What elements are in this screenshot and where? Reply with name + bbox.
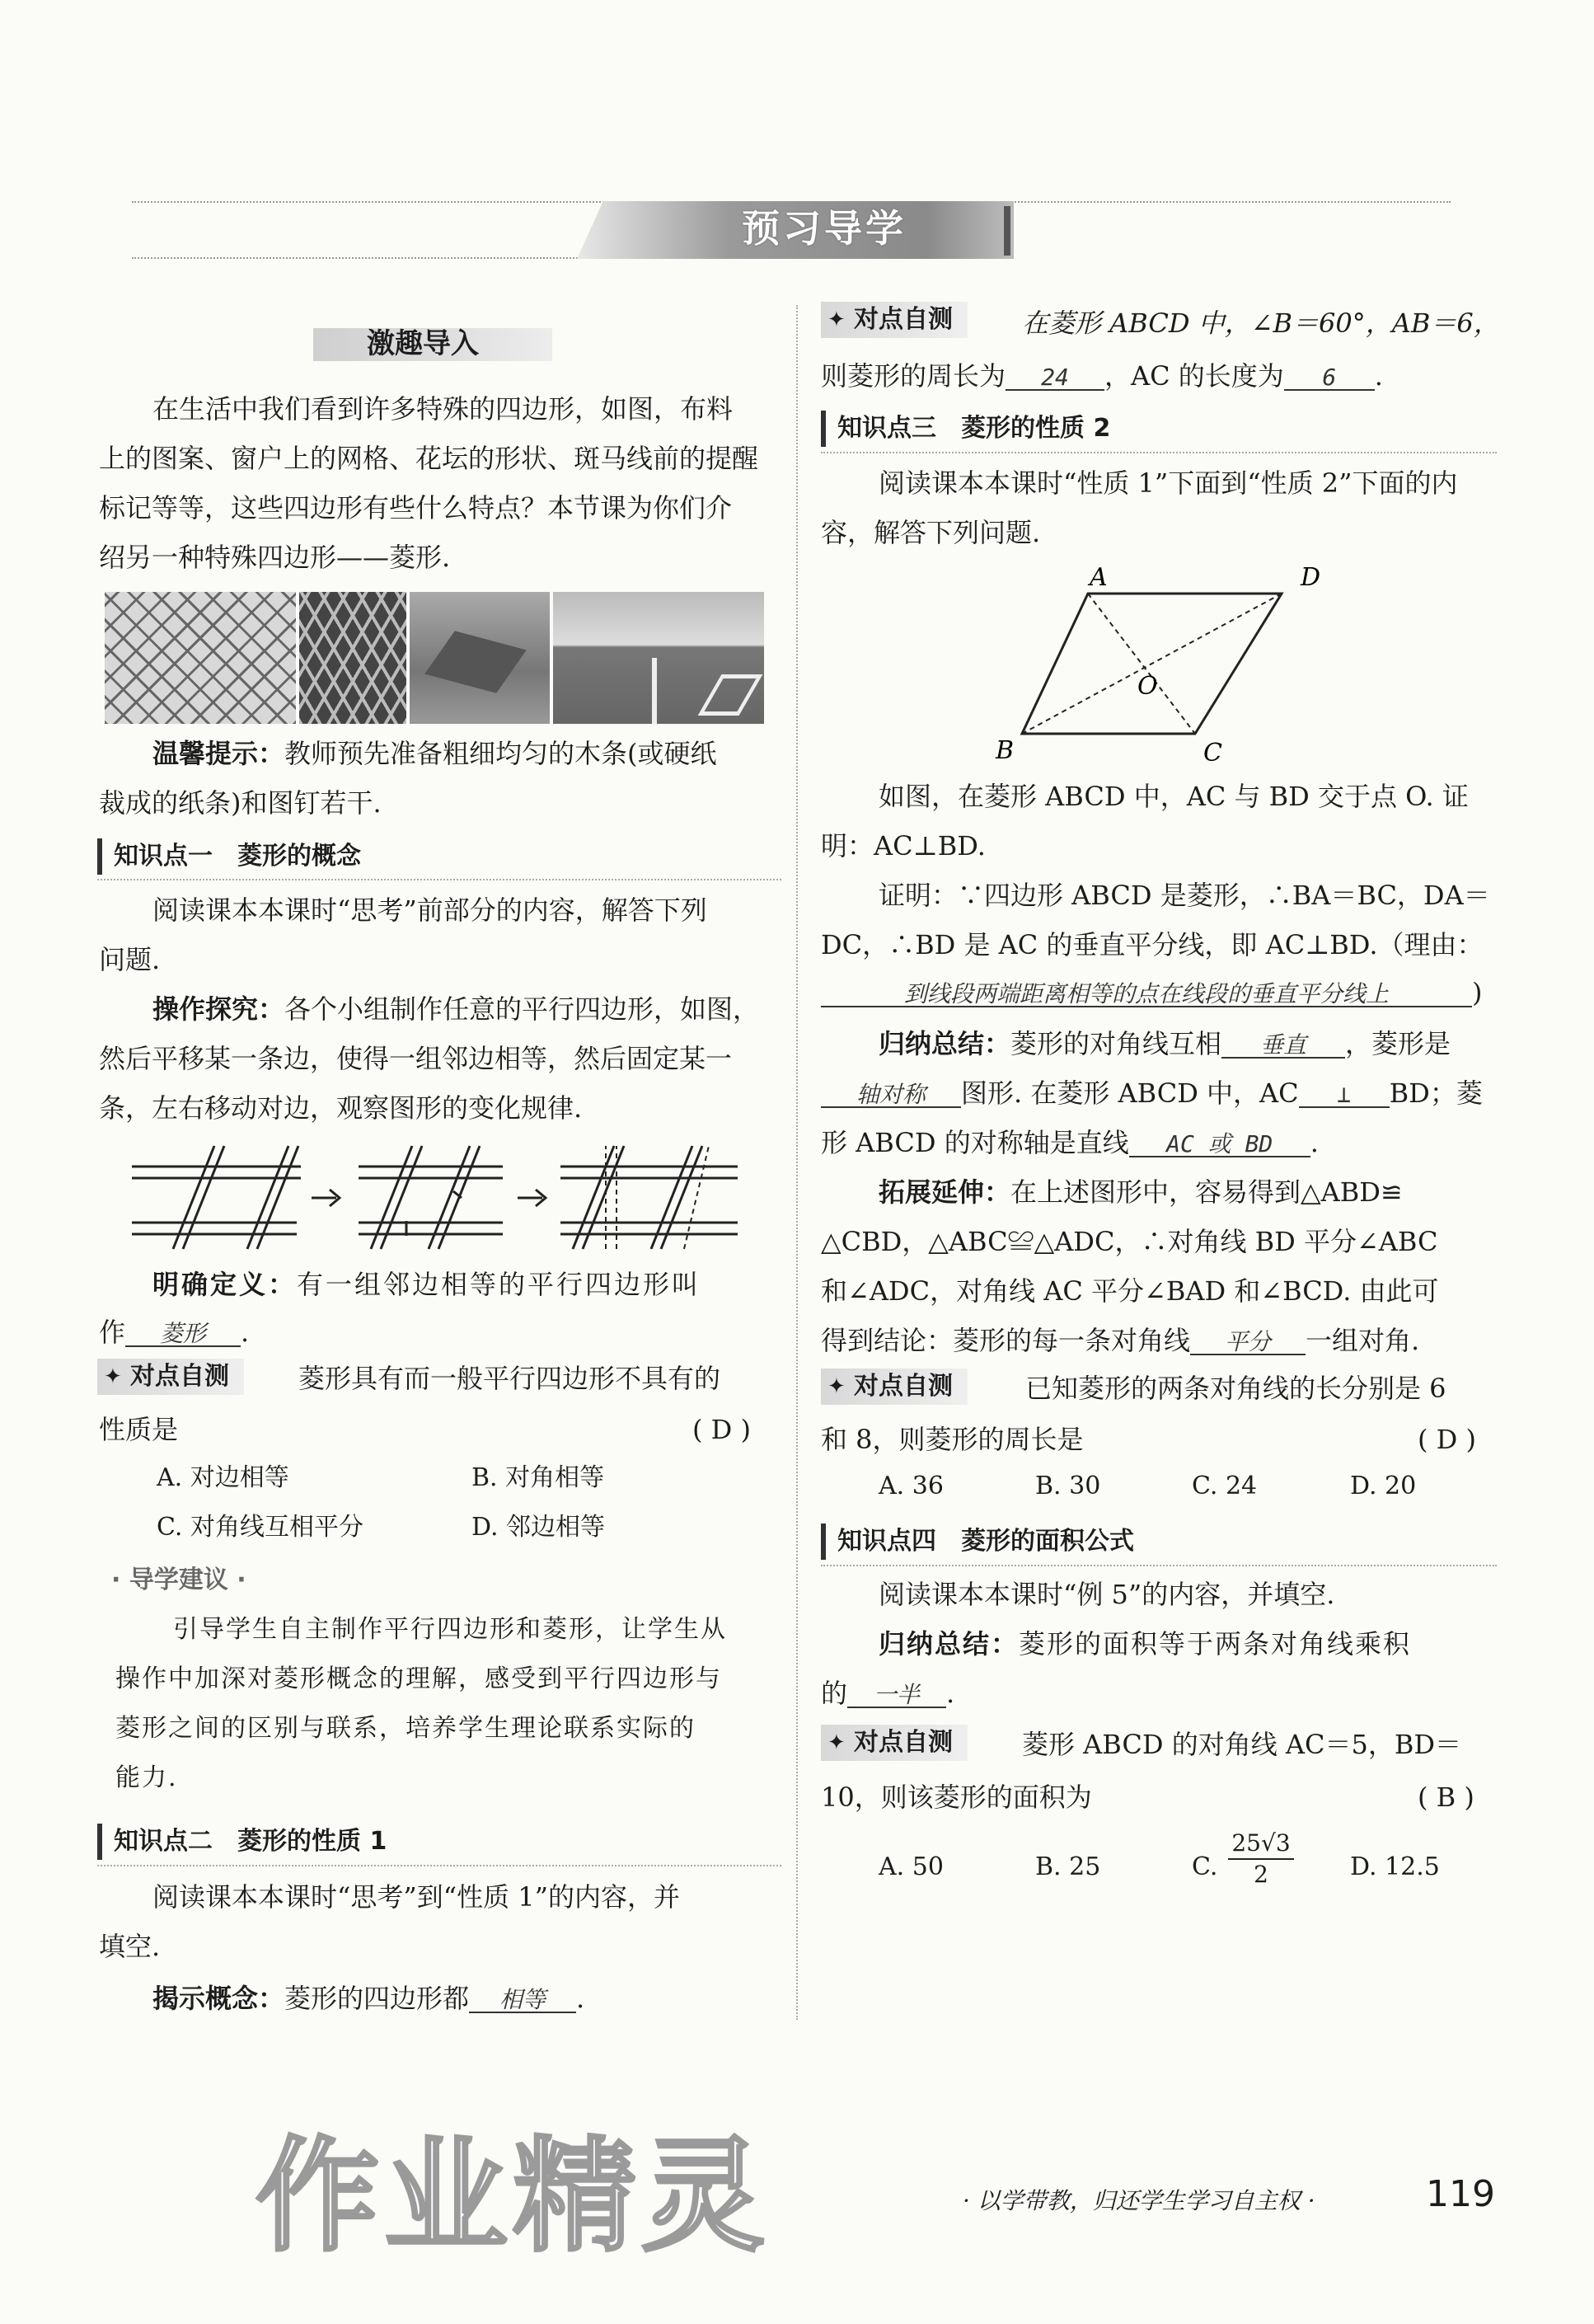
explore-label: 操作探究： [152,993,285,1025]
kp2-read-1: 阅读课本本课时“思考”到“性质 1”的内容，并 [152,1881,680,1913]
kp3-proof-1: 证明：∵四边形 ABCD 是菱形，∴BA＝BC，DA＝ [879,880,1490,911]
page-number: 119 [1426,2173,1495,2215]
test3-choice-a[interactable]: A. 36 [879,1472,944,1500]
kp3-proof-2: DC，∴BD 是 AC 的垂直平分线，即 AC⊥BD.（理由： [821,929,1484,960]
test3-question-2: 和 8，则菱形的周长是 [821,1424,1084,1455]
photo-strip [105,592,764,724]
define-label: 明确定义： [152,1269,298,1300]
test1-choice-c[interactable]: C. 对角线互相平分 [157,1513,363,1542]
kp1-read-1: 阅读课本本课时“思考”前部分的内容，解答下列 [152,894,707,926]
kp2-underline [97,1865,781,1866]
summary-label: 归纳总结： [879,1028,1011,1059]
intro-line-1: 在生活中我们看到许多特殊的四边形，如图，布料 [152,393,734,425]
test3-choice-b[interactable]: B. 30 [1035,1472,1101,1500]
kp4-summary-label: 归纳总结： [879,1628,1020,1660]
kp3-extend-4: 得到结论：菱形的每一条对角线 平分 一组对角. [821,1325,1420,1356]
kp3-summary-3: 形 ABCD 的对称轴是直线 AC 或 BD . [821,1127,1319,1158]
test1-question-2: 性质是 [99,1414,179,1445]
fraction-numerator: 25√3 [1228,1832,1294,1860]
kp3-summary-1: 归纳总结：菱形的对角线互相 垂直 ，菱形是 [879,1028,1451,1059]
vertex-label-c: C [1203,739,1222,768]
test3-choice-d[interactable]: D. 20 [1350,1472,1417,1500]
test4-question-2: 10，则该菱形的面积为 [821,1782,1092,1813]
kp3-extend-3: 和∠ADC，对角线 AC 平分∠BAD 和∠BCD. 由此可 [821,1275,1439,1307]
photo-window-grid [299,592,406,724]
guide-line-4: 能力. [115,1763,178,1792]
kp1-explore-1: 操作探究：各个小组制作任意的平行四边形，如图， [152,993,760,1025]
vertex-label-d: D [1301,563,1321,592]
test4-choice-c[interactable]: C. [1192,1852,1218,1881]
tip-label: 温馨提示： [152,738,285,769]
reveal-answer-blank[interactable]: 相等 [469,1988,576,2013]
relation-answer-blank[interactable]: ⊥ [1299,1083,1390,1108]
test2-label: ✦ 对点自测 [821,302,968,338]
photo-flowerbed [410,592,550,724]
kp4-summary-1: 归纳总结：菱形的面积等于两条对角线乘积 [879,1628,1412,1660]
symmetry-answer-blank[interactable]: 轴对称 [821,1083,961,1108]
intro-heading: 激趣导入 [367,327,479,360]
define-answer-blank[interactable]: 菱形 [125,1322,241,1347]
extend-label: 拓展延伸： [879,1176,1011,1208]
ac-length-answer-blank[interactable]: 6 [1284,366,1375,391]
test3-choice-c[interactable]: C. 24 [1192,1472,1258,1500]
test1-choice-b[interactable]: B. 对角相等 [471,1463,605,1492]
test4-choice-d[interactable]: D. 12.5 [1350,1852,1440,1881]
parallelogram-sequence-figure [124,1142,750,1257]
kp2-title: 知识点二 菱形的性质 1 [97,1824,387,1860]
test4-label: ✦ 对点自测 [821,1725,968,1761]
kp3-underline [821,452,1497,453]
proof-reason-blank[interactable]: 到线段两端距离相等的点在线段的垂直平分线上 [821,983,1472,1007]
kp4-underline [821,1565,1497,1566]
kp3-summary-2: 轴对称 图形. 在菱形 ABCD 中，AC ⊥ BD；菱 [821,1080,1483,1108]
test1-question: 菱形具有而一般平行四边形不具有的 [298,1363,721,1394]
photo-fabric-pattern [105,592,296,724]
reveal-label: 揭示概念： [152,1983,285,2014]
kp4-read: 阅读课本本课时“例 5”的内容，并填空. [879,1579,1335,1610]
intro-line-2: 上的图案、窗户上的网格、花坛的形状、斑马线前的提醒 [99,443,759,474]
kp3-proof-3: 到线段两端距离相等的点在线段的垂直平分线上 ) [821,979,1482,1007]
vertex-label-b: B [996,736,1015,765]
kp1-title: 知识点一 菱形的概念 [97,838,361,875]
kp3-extend-2: △CBD，△ABC≌△ADC，∴对角线 BD 平分∠ABC [821,1226,1438,1257]
footer-slogan: · 以学带教，归还学生学习自主权 · [963,2187,1315,2214]
test3-answer[interactable]: ( D ) [1418,1424,1476,1455]
kp3-extend-1: 拓展延伸：在上述图形中，容易得到△ABD≌ [879,1176,1403,1208]
kp3-read-2: 容，解答下列问题. [821,517,1041,548]
kp3-title: 知识点三 菱形的性质 2 [821,411,1110,447]
perpendicular-answer-blank[interactable]: 垂直 [1221,1034,1345,1059]
column-divider [796,305,798,2020]
tip-line-1 [152,740,717,767]
vertex-label-a: A [1090,563,1108,592]
kp1-explore-3: 条，左右移动对边，观察图形的变化规律. [99,1092,583,1124]
test2-line-2: 则菱形的周长为 24 ，AC 的长度为 6 . [821,360,1383,392]
test1-choice-d[interactable]: D. 邻边相等 [471,1513,606,1542]
guide-line-2: 操作中加深对菱形概念的理解，感受到平行四边形与 [115,1664,722,1693]
kp4-summary-2: 的 一半 . [821,1678,955,1709]
kp3-read-1: 阅读课本本课时“性质 1”下面到“性质 2”下面的内 [879,467,1458,499]
test4-answer[interactable]: ( B ) [1418,1782,1474,1813]
banner-title: 预习导学 [742,206,907,251]
test1-label: ✦ 对点自测 [97,1359,244,1395]
photo-crosswalk [553,592,764,724]
kp3-prove-2: 明：AC⊥BD. [821,830,986,862]
half-answer-blank[interactable]: 一半 [847,1683,946,1708]
kp1-define-2: 作 菱形 . [99,1317,250,1348]
center-label-o: O [1137,672,1158,701]
tip-text-1: 教师预先准备粗细均匀的木条(或硬纸 [284,738,717,769]
perimeter-answer-blank[interactable]: 24 [1006,366,1104,391]
axis-answer-blank[interactable]: AC 或 BD [1129,1133,1310,1157]
kp1-define-1: 明确定义：有一组邻边相等的平行四边形叫 [152,1269,701,1300]
kp1-read-2: 问题. [99,944,161,975]
fraction-denominator: 2 [1254,1861,1268,1888]
tip-line-2: 裁成的纸条)和图钉若干. [99,787,382,819]
banner-end-bar [1004,206,1010,256]
intro-line-3: 标记等等，这些四边形有些什么特点？本节课为你们介 [99,492,733,523]
watermark: 作业精灵 [256,2125,771,2269]
test2-line-1: 在菱形 ABCD 中，∠B＝60°，AB＝6， [1022,308,1500,339]
kp1-underline [97,879,781,880]
test3-question: 已知菱形的两条对角线的长分别是 6 [1025,1373,1446,1404]
intro-line-4: 绍另一种特殊四边形——菱形. [99,542,451,573]
bisect-answer-blank[interactable]: 平分 [1190,1331,1306,1355]
guide-label: · 导学建议 · [111,1566,246,1594]
kp3-prove-1: 如图，在菱形 ABCD 中，AC 与 BD 交于点 O. 证 [879,781,1469,812]
kp4-title: 知识点四 菱形的面积公式 [821,1524,1134,1560]
test4-choice-a[interactable]: A. 50 [879,1852,944,1881]
test4-choice-c-fraction [1228,1829,1294,1888]
guide-line-3: 菱形之间的区别与联系，培养学生理论联系实际的 [115,1714,696,1743]
test3-label: ✦ 对点自测 [821,1369,968,1405]
kp2-reveal: 揭示概念：菱形的四边形都 相等 . [152,1983,585,2014]
test1-choice-a[interactable]: A. 对边相等 [157,1463,289,1492]
test4-choice-b[interactable]: B. 25 [1035,1852,1101,1881]
guide-line-1: 引导学生自主制作平行四边形和菱形，让学生从 [173,1615,727,1644]
kp1-explore-2: 然后平移某一条边，使得一组邻边相等，然后固定某一 [99,1043,733,1074]
test4-question: 菱形 ABCD 的对角线 AC＝5，BD＝ [1022,1729,1462,1760]
test1-answer[interactable]: ( D ) [692,1414,751,1445]
kp2-read-2: 填空. [99,1931,161,1962]
rhombus-abcd-figure [981,561,1343,775]
